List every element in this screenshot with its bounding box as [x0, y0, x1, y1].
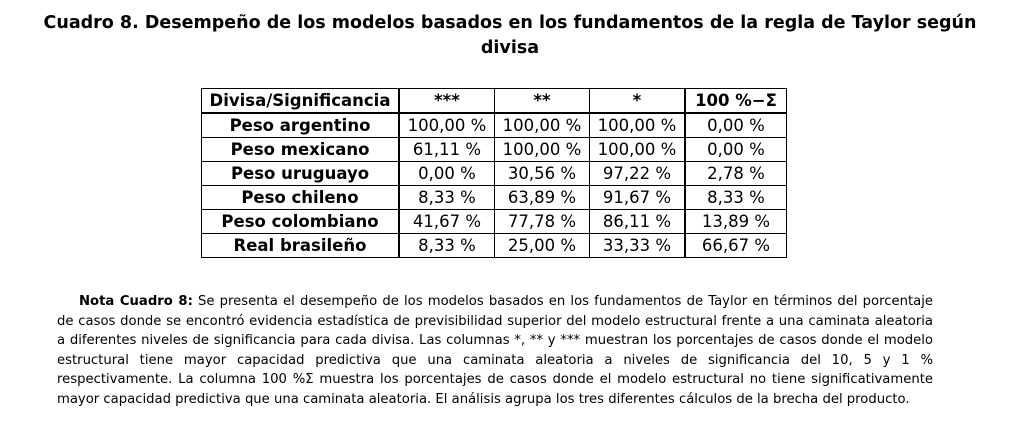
table-cell: 66,67 %	[685, 234, 787, 258]
table-cell: 33,33 %	[590, 234, 686, 258]
table-cell: 8,33 %	[399, 234, 495, 258]
row-label: Real brasileño	[202, 234, 400, 258]
table-cell: 2,78 %	[685, 162, 787, 186]
table-cell: 61,11 %	[399, 138, 495, 162]
table-cell: 100,00 %	[495, 138, 590, 162]
table-cell: 97,22 %	[590, 162, 686, 186]
table-row	[202, 210, 787, 234]
table-row	[202, 234, 787, 258]
table-cell: 25,00 %	[495, 234, 590, 258]
table-cell: 100,00 %	[495, 113, 590, 138]
header-two-stars: **	[495, 89, 590, 114]
table-row	[202, 186, 787, 210]
table-caption: Cuadro 8. Desempeño de los modelos basados en los fundamentos de la regla de Taylor según divisa	[43, 13, 977, 58]
table-row	[202, 162, 787, 186]
row-label: Peso mexicano	[202, 138, 400, 162]
row-label: Peso argentino	[202, 113, 400, 138]
table-cell: 0,00 %	[685, 138, 787, 162]
row-label: Peso chileno	[202, 186, 400, 210]
table-cell: 63,89 %	[495, 186, 590, 210]
table-row	[202, 113, 787, 138]
table-row	[202, 138, 787, 162]
table-cell: 77,78 %	[495, 210, 590, 234]
row-label: Peso colombiano	[202, 210, 400, 234]
table-cell: 100,00 %	[590, 138, 686, 162]
header-one-star: *	[590, 89, 686, 114]
note-lead: Nota Cuadro 8:	[79, 294, 193, 309]
header-remainder: 100 %−Σ	[685, 89, 787, 114]
table-cell: 8,33 %	[685, 186, 787, 210]
table-cell: 8,33 %	[399, 186, 495, 210]
table-cell: 100,00 %	[590, 113, 686, 138]
header-divisa: Divisa/Significancia	[202, 89, 400, 114]
table-cell: 30,56 %	[495, 162, 590, 186]
table-cell: 13,89 %	[685, 210, 787, 234]
table-cell: 86,11 %	[590, 210, 686, 234]
table-note	[57, 292, 933, 410]
header-three-stars: ***	[399, 89, 495, 114]
results-table	[201, 88, 787, 258]
table-cell: 41,67 %	[399, 210, 495, 234]
table-cell: 0,00 %	[399, 162, 495, 186]
table-cell: 91,67 %	[590, 186, 686, 210]
table-cell: 100,00 %	[399, 113, 495, 138]
note-text: Se presenta el desempeño de los modelos basados en los fundamentos de Taylor en términos del porcentaje de casos donde se encontró evidencia estadística de previsibilidad superior del modelo estructural frente a una caminata aleatoria a diferentes niveles de significancia para cada divisa. Las columnas *, ** y *** muestran los porcentajes de casos donde el modelo estructural tiene mayor capacidad predictiva que una caminata aleatoria a niveles de significancia del 10, 5 y 1 % respectivamente. La columna 100 %Σ muestra los porcentajes de casos donde el modelo estructural no tiene significativamente mayor capacidad predictiva que una caminata aleatoria. El análisis agrupa los tres diferentes cálculos de la brecha del producto.	[57, 294, 933, 407]
row-label: Peso uruguayo	[202, 162, 400, 186]
table-header-row	[202, 89, 787, 114]
table-cell: 0,00 %	[685, 113, 787, 138]
